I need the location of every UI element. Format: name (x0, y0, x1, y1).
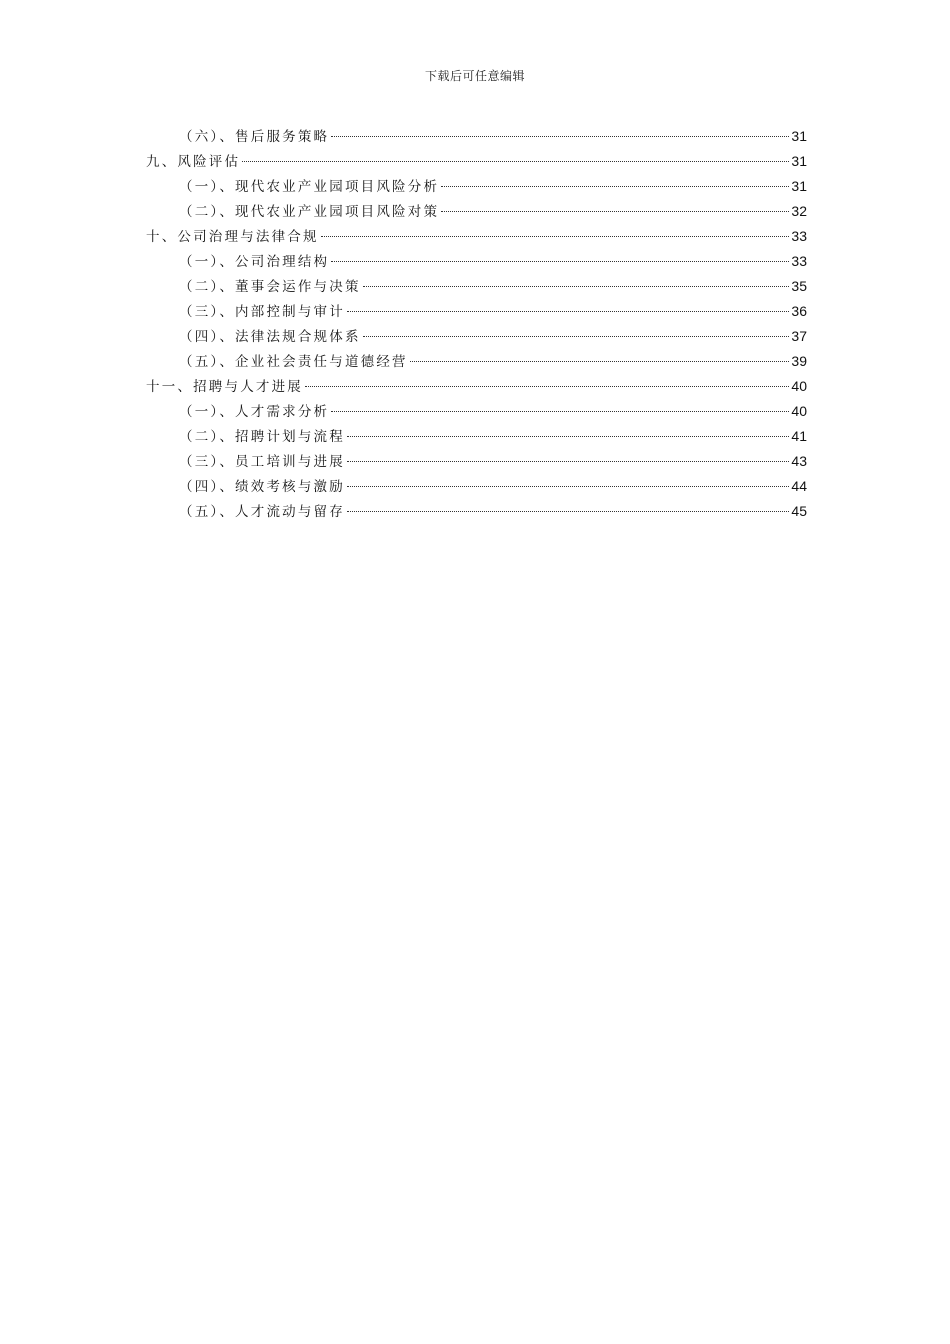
toc-entry-title: （六）、售后服务策略 (179, 129, 330, 145)
toc-entry-title: （一）、现代农业产业园项目风险分析 (179, 179, 440, 195)
toc-dot-leader (363, 336, 790, 337)
page-header: 下载后可任意编辑 (424, 69, 525, 83)
toc-entry-page: 45 (791, 503, 807, 519)
toc-dot-leader (242, 161, 789, 162)
toc-entry[interactable] (146, 499, 807, 524)
toc-entry-title: 十一、招聘与人才进展 (146, 379, 303, 395)
toc-dot-leader (441, 211, 789, 212)
toc-entry-title: （一）、人才需求分析 (179, 404, 330, 420)
toc-entry[interactable] (146, 399, 807, 424)
toc-entry-page: 33 (791, 228, 807, 244)
toc-entry[interactable] (146, 374, 807, 399)
toc-entry-page: 35 (791, 278, 807, 294)
toc-dot-leader (331, 411, 789, 412)
toc-entry-page: 36 (791, 303, 807, 319)
toc-entry[interactable] (146, 349, 807, 374)
toc-entry-title: （四）、法律法规合规体系 (179, 329, 361, 345)
toc-entry[interactable] (146, 149, 807, 174)
toc-entry[interactable] (146, 199, 807, 224)
toc-dot-leader (331, 261, 789, 262)
toc-entry[interactable] (146, 324, 807, 349)
toc-dot-leader (305, 386, 789, 387)
toc-dot-leader (347, 461, 789, 462)
toc-dot-leader (347, 486, 789, 487)
toc-entry-page: 41 (791, 428, 807, 444)
toc-entry[interactable] (146, 424, 807, 449)
toc-dot-leader (410, 361, 790, 362)
toc-entry-title: （四）、绩效考核与激励 (179, 479, 345, 495)
toc-entry-title: （五）、企业社会责任与道德经营 (179, 354, 408, 370)
toc-entry-page: 40 (791, 403, 807, 419)
toc-dot-leader (363, 286, 790, 287)
toc-dot-leader (321, 236, 790, 237)
toc-entry[interactable] (146, 224, 807, 249)
toc-entry-page: 39 (791, 353, 807, 369)
toc-entry-page: 31 (791, 153, 807, 169)
toc-entry-title: （三）、员工培训与进展 (179, 454, 345, 470)
toc-entry[interactable] (146, 449, 807, 474)
table-of-contents (146, 124, 807, 524)
toc-entry-title: 十、公司治理与法律合规 (146, 229, 319, 245)
toc-entry-page: 37 (791, 328, 807, 344)
toc-entry[interactable] (146, 174, 807, 199)
toc-dot-leader (331, 136, 789, 137)
toc-entry-page: 31 (791, 128, 807, 144)
toc-entry-page: 31 (791, 178, 807, 194)
toc-entry[interactable] (146, 249, 807, 274)
toc-entry[interactable] (146, 474, 807, 499)
toc-entry-page: 40 (791, 378, 807, 394)
toc-entry-title: 九、风险评估 (146, 154, 241, 170)
toc-dot-leader (441, 186, 789, 187)
toc-dot-leader (347, 311, 789, 312)
toc-entry-title: （一）、公司治理结构 (179, 254, 330, 270)
toc-entry-title: （二）、董事会运作与决策 (179, 279, 361, 295)
toc-entry-title: （二）、招聘计划与流程 (179, 429, 345, 445)
toc-entry[interactable] (146, 124, 807, 149)
toc-entry-page: 43 (791, 453, 807, 469)
toc-dot-leader (347, 511, 789, 512)
toc-entry[interactable] (146, 274, 807, 299)
toc-entry-page: 32 (791, 203, 807, 219)
toc-entry-title: （五）、人才流动与留存 (179, 504, 345, 520)
toc-entry-title: （三）、内部控制与审计 (179, 304, 345, 320)
toc-entry-page: 44 (791, 478, 807, 494)
toc-entry-page: 33 (791, 253, 807, 269)
toc-entry[interactable] (146, 299, 807, 324)
toc-dot-leader (347, 436, 789, 437)
toc-entry-title: （二）、现代农业产业园项目风险对策 (179, 204, 440, 220)
